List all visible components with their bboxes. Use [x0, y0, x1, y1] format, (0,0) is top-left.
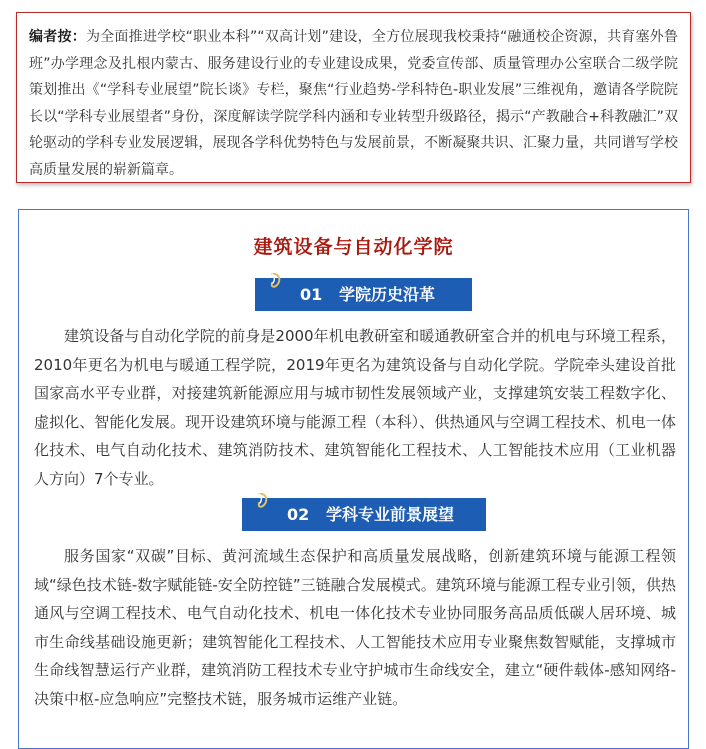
history-paragraph: 建筑设备与自动化学院的前身是2000年机电教研室和暖通教研室合并的机电与环境工程系，2010年更名为机电与暖通工程学院，2019年更名为建筑设备与自动化学院。学院牵头建设首批国家高水平专业群，对接建筑新能源应用与城市韧性发展领域产业，支撑建筑安装工程数字化、虚拟化、智能化发展。现开设建筑环境与能源工程（本科）、供热通风与空调工程技术、机电一体化技术、电气自动化技术、建筑消防技术、建筑智能化工程技术、人工智能技术应用（工业机器人方向）7个专业。	[34, 327, 676, 488]
section-number: 01	[300, 285, 323, 304]
section-title: 学院历史沿革	[338, 285, 435, 304]
college-article	[18, 209, 689, 749]
editor-note-body: 为全面推进学校“职业本科”“双高计划”建设，全方位展现我校秉持“融通校企资源，共育塞外鲁班”办学理念及扎根内蒙古、服务建设行业的专业建设成果，党委宣传部、质量管理办公室联合二级学院策划推出《“学科专业展望”院长谈》专栏，聚焦“行业趋势-学科特色-职业发展”三维视角，邀请各学院院长以“学科专业展望者”身份，深度解读学院学科内涵和专业转型升级路径，揭示“产教融合+科教融汇”双轮驱动的学科专业发展逻辑，展现各学科优势特色与发展前景，不断凝聚共识、汇聚力量，共同谱写学校高质量发展的崭新篇章。	[29, 29, 679, 178]
section-header-label	[300, 278, 435, 311]
section-header-label	[287, 498, 454, 531]
college-title: 建筑设备与自动化学院	[253, 236, 454, 258]
section-title: 学科专业前景展望	[325, 505, 454, 524]
editor-note-label: 编者按：	[29, 29, 86, 45]
hook-icon	[269, 272, 283, 292]
editor-note-text	[29, 24, 678, 183]
editor-note-box	[16, 12, 691, 183]
section-header-outlook	[242, 498, 486, 531]
section-number: 02	[287, 505, 310, 524]
section-header-history	[255, 278, 472, 311]
hook-icon	[256, 492, 270, 512]
outlook-paragraph: 服务国家“双碳”目标、黄河流域生态保护和高质量发展战略，创新建筑环境与能源工程领域“绿色技术链-数字赋能链-安全防控链”三链融合发展模式。建筑环境与能源工程专业引领，供热通风与空调工程技术、电气自动化技术、机电一体化技术专业协同服务高品质低碳人居环境、城市生命线基础设施更新；建筑智能化工程技术、人工智能技术应用专业聚焦数智赋能，支撑城市生命线智慧运行产业群，建筑消防工程技术专业守护城市生命线安全，建立“硬件载体-感知网络-决策中枢-应急响应”完整技术链，服务城市运维产业链。	[34, 547, 676, 708]
